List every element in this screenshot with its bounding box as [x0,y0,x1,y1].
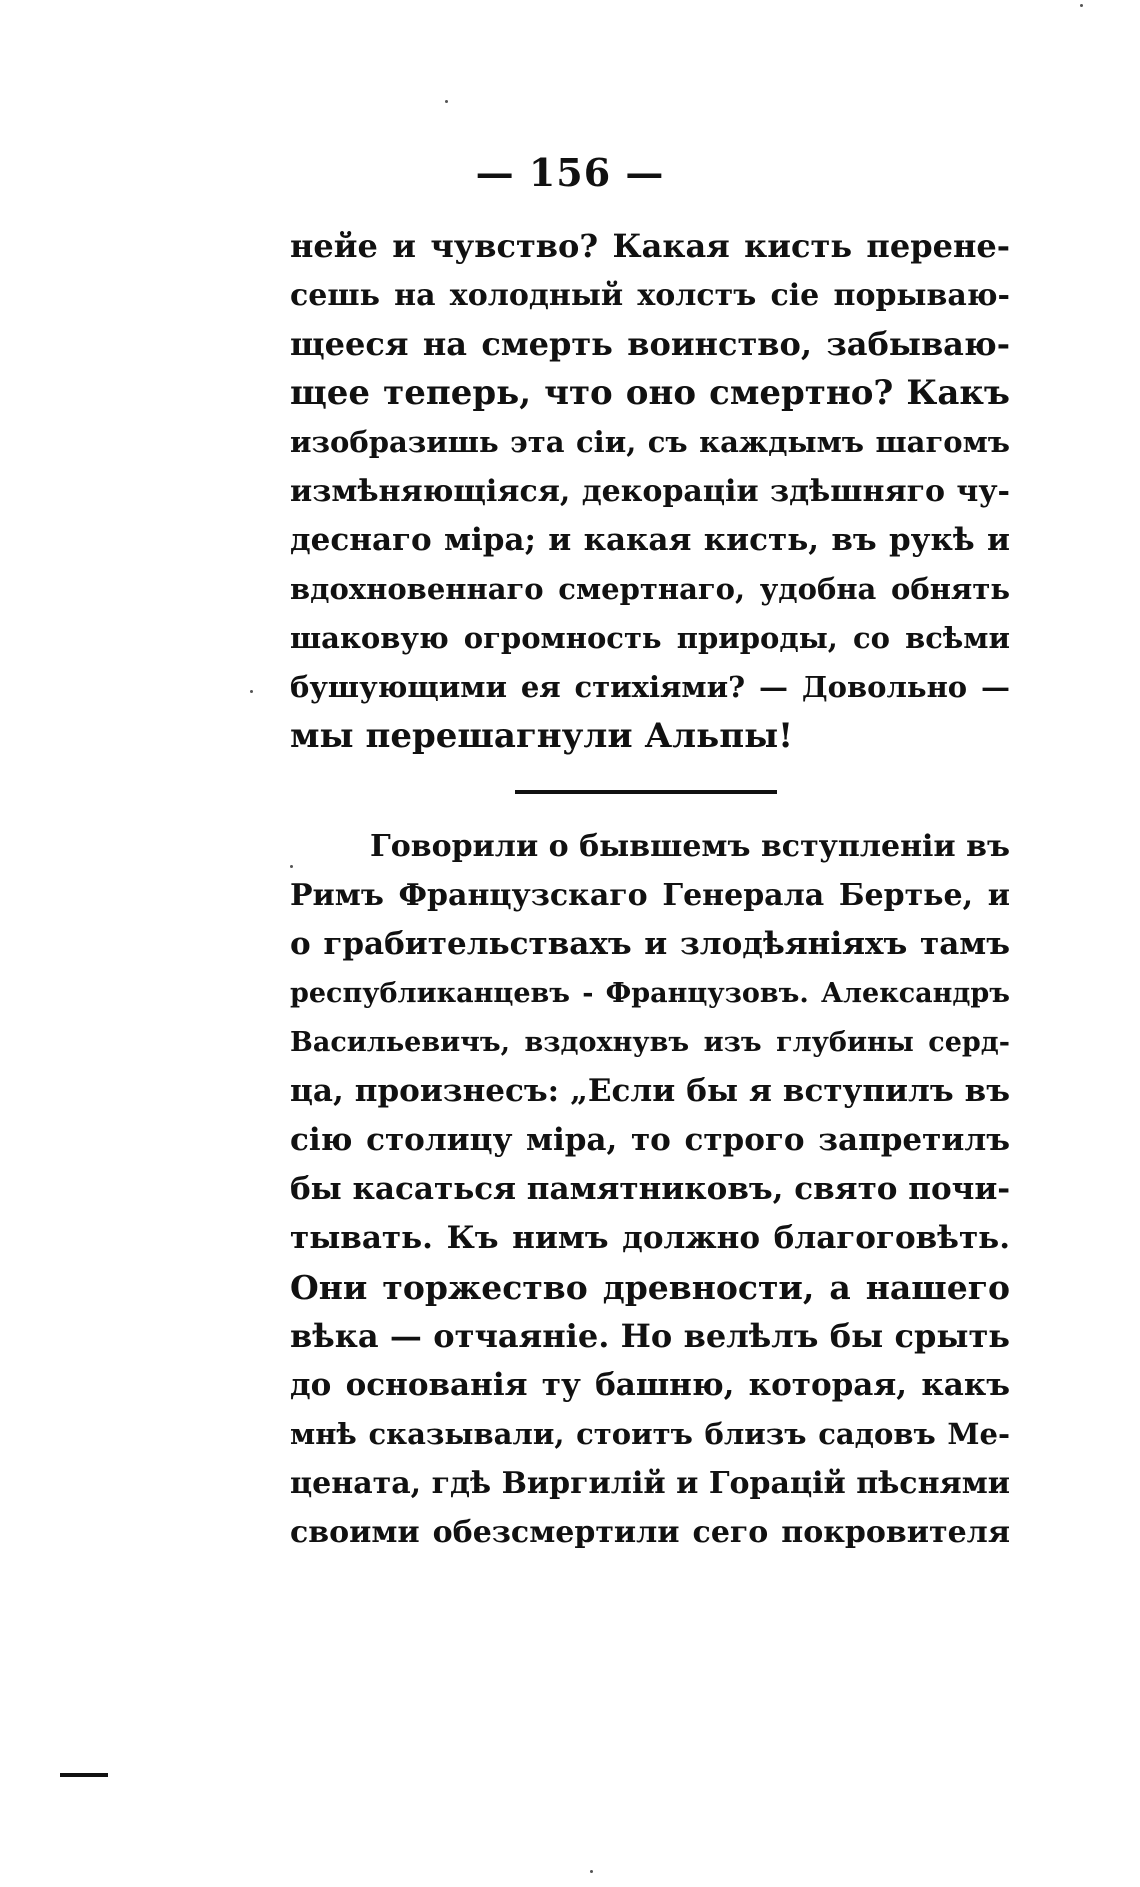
text-line: бушующими ея стихіями? — Довольно — [290,670,1010,704]
print-speck [290,865,293,868]
text-line: вдохновеннаго смертнаго, удобна обнять [290,572,1010,606]
text-line: щееся на смерть воинство, забываю- [290,325,1010,363]
paragraph-continued [290,222,1010,761]
text-line: сешь на холодный холстъ сіе порываю- [290,278,1010,313]
text-line: о грабительствахъ и злодѣяніяхъ тамъ [290,926,1010,962]
text-line: Васильевичъ, вздохнувъ изъ глубины серд- [290,1027,1010,1058]
text-line: шаковую огромность природы, со всѣми [290,621,1010,655]
section-separator [515,790,777,794]
text-line: Римъ Французскаго Генерала Бертье, и [290,878,1010,913]
print-speck [590,1870,593,1873]
text-line: изобразишь эта сіи, съ каждымъ шагомъ [290,425,1010,459]
text-line: измѣняющіяся, декораціи здѣшняго чу- [290,474,1010,509]
margin-mark [60,1773,108,1777]
text-line: сію столицу міра, то строго запретилъ [290,1122,1010,1158]
text-line: мнѣ сказывали, стоитъ близъ садовъ Ме- [290,1417,1010,1451]
paragraph-new [290,822,1010,1557]
text-line: бы касаться памятниковъ, свято почи- [290,1171,1010,1207]
text-line: ца, произнесъ: „Если бы я вступилъ въ [290,1073,1010,1109]
text-line: вѣка — отчаяніе. Но велѣлъ бы срыть [290,1317,1010,1355]
text-line: мы перешагнули Альпы! [290,716,794,756]
text-line: до основанія ту башню, которая, какъ [290,1367,1010,1403]
print-speck [1080,4,1083,7]
text-line: тывать. Къ нимъ должно благоговѣть. [290,1220,1010,1256]
text-line: нейе и чувство? Какая кисть перене- [290,227,1010,265]
print-speck [445,100,448,103]
text-line: Говорили о бывшемъ вступленіи въ [370,829,1010,864]
print-speck [250,690,253,693]
text-line: своими обезсмертили сего покровителя [290,1515,1010,1550]
text-line: республиканцевъ - Французовъ. Александръ [290,978,1010,1009]
page-number: — 156 — [475,150,665,195]
text-line: Они торжество древности, а нашего [290,1268,1010,1307]
text-line: цената, гдѣ Виргилій и Горацій пѣснями [290,1466,1010,1501]
text-line: деснаго міра; и какая кисть, въ рукѣ и [290,522,1010,558]
text-line: щее теперь, что оно смертно? Какъ [290,373,1010,413]
